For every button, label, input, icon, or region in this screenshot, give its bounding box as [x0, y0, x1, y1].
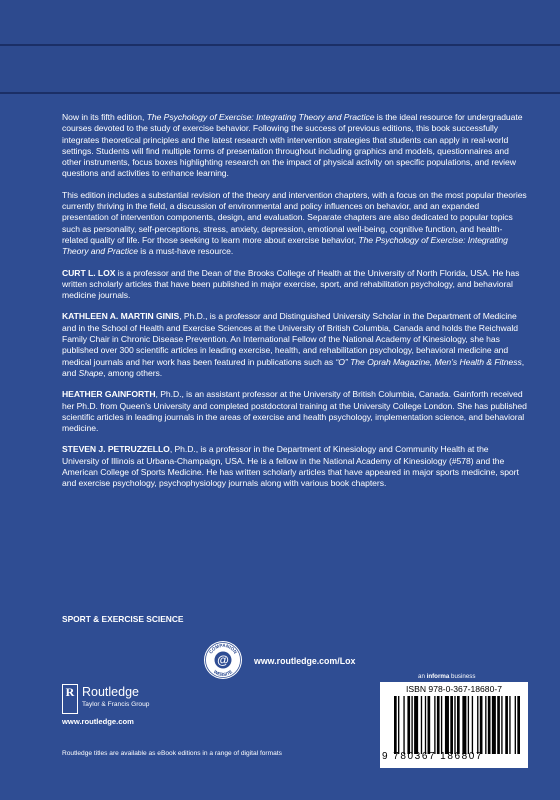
barcode-bar: [425, 696, 426, 754]
text-run: This edition includes a substantial revision of the theory and intervention chapters, with a focus on the most popular theories currently thriving in the field, a discussion of environmental and policy influences on behavior, and an expanded presentation of intervention components, design, and evaluation. Separate chapters are also dedicated to popular topics such as personality, self-perceptions, stress, anxiety, depression, emotional well-being, cognitive function, and health-related quality of life. For those seeking to learn more about exercise behavior,: [62, 189, 527, 245]
barcode-bar: [515, 696, 516, 754]
author-name: STEVEN J. PETRUZZELLO: [62, 444, 170, 455]
barcode-bar: [457, 696, 460, 754]
barcode-bar: [407, 696, 410, 754]
author-bio: , Ph.D., is a professor and Distinguished University Scholar in the Department of Medicine and in the School of Health and Exercise Sciences at the University of British Columbia, Canada and holds the Reichwald Family Chair in Chronic Disease Prevention. An International Fellow of the National Academy of Kinesiology, she has published over 300 scientific articles in leading exercise, health, and rehabilitation psychology, behavioral medicine and medical journals and her work has been featured in publications such as: [62, 311, 518, 367]
at-sign-icon: @: [217, 653, 229, 667]
barcode-digits: [382, 751, 526, 762]
badge-top-text: COMPANION: [208, 642, 238, 655]
barcode-bar: [480, 696, 483, 754]
back-cover-text: [62, 112, 528, 500]
barcode-bar: [421, 696, 422, 754]
routledge-mark-icon: R: [62, 684, 78, 714]
barcode-bar: [445, 696, 449, 754]
informa-business: [418, 673, 475, 680]
barcode-digit-group: 780367: [393, 751, 437, 762]
barcode-bar: [497, 696, 500, 754]
barcode-bar: [472, 696, 473, 754]
author-bio: is a professor and the Dean of the Brooks College of Health at the University of North Florida, USA. He has written scholarly articles that have been published in major exercise, sport, and rehabilitation psychology, and behavioral medicine journals.: [62, 267, 520, 301]
barcode-bar: [403, 696, 404, 754]
barcode-bar: [437, 696, 440, 754]
publication-italic: “O” The Oprah Magazine, Men’s Health & Fitness: [335, 356, 522, 367]
barcode-digit-group: 9: [382, 751, 390, 762]
subject-label: SPORT & EXERCISE SCIENCE: [62, 614, 184, 624]
barcode-bar: [477, 696, 478, 754]
barcode-bar: [462, 696, 466, 754]
text-run: business: [449, 673, 476, 680]
badge-bottom-text: WEBSITE: [212, 669, 234, 678]
publisher-url[interactable]: www.routledge.com: [62, 717, 134, 726]
author-bio-martin-ginis: [62, 311, 528, 379]
ebook-footnote: Routledge titles are available as eBook editions in a range of digital formats: [62, 750, 282, 757]
author-bio: , Ph.D., is an assistant professor at the University of British Columbia, Canada. Gainforth received her Ph.D. from Queen’s University and completed postdoctoral training at the University College London. She has published scientific articles in leading journals in the areas of exercise and health psychology, implementation science, and behavioral medicine.: [62, 389, 527, 434]
companion-website-badge: [203, 640, 243, 680]
informa-wordmark: informa: [426, 673, 450, 680]
description-paragraph-1: [62, 112, 528, 180]
text-run: an: [418, 673, 427, 680]
top-rule-lower: [0, 92, 560, 94]
barcode-bar: [411, 696, 412, 754]
publication-italic: Shape: [78, 367, 104, 378]
barcode-bar: [501, 696, 502, 754]
barcode-bar: [468, 696, 469, 754]
barcode-bar: [485, 696, 486, 754]
text-run: , and: [62, 356, 525, 378]
barcode-bar: [488, 696, 491, 754]
author-bio: , Ph.D., is a professor in the Department of Kinesiology and Community Health at the University of Illinois at Urbana-Champaign, USA. He is a fellow in the National Academy of Kinesiology (#578) and the American College of Sports Medicine. He has written scholarly articles that have appeared in major sports medicine, sport and exercise psychology, psychophysiology journals along with various book chapters.: [62, 444, 519, 489]
text-run: is a must-have resource.: [137, 246, 234, 257]
companion-url[interactable]: www.routledge.com/Lox: [254, 656, 356, 666]
barcode-bar: [441, 696, 442, 754]
barcode-bar: [428, 696, 431, 754]
barcode-bar: [394, 696, 397, 754]
author-name: CURT L. LOX: [62, 267, 116, 278]
barcode-digit-group: 186807: [440, 751, 484, 762]
top-band-lower: [0, 46, 560, 92]
barcode-icon: [394, 696, 520, 754]
barcode-bar: [434, 696, 435, 754]
author-bio-petruzzello: [62, 444, 528, 489]
description-paragraph-2: [62, 190, 528, 258]
barcode-bar: [505, 696, 508, 754]
barcode-bar: [509, 696, 510, 754]
barcode-bar: [414, 696, 418, 754]
barcode-bar: [454, 696, 455, 754]
barcode-bar: [398, 696, 399, 754]
barcode-bar: [492, 696, 496, 754]
author-bio-lox: [62, 268, 528, 302]
author-name: KATHLEEN A. MARTIN GINIS: [62, 311, 180, 322]
author-bio-gainforth: [62, 389, 528, 434]
top-band: [0, 0, 560, 44]
publisher-subtitle: Taylor & Francis Group: [82, 701, 150, 708]
barcode-panel: [380, 682, 528, 768]
text-run: is the ideal resource for undergraduate courses devoted to the study of exercise behavior. Following the success of previous editions, this book successfully integrates theoretical principles and the latest research with intervention strategies that students can apply in real-world settings. Students will find multiple forms of presentation throughout including graphics and models, questionnaires and other instruments, focus boxes highlighting research on the impact of physical activity on specific populations, and review questions and activities to enhance learning.: [62, 112, 523, 179]
book-title-italic: The Psychology of Exercise: Integrating Theory and Practice: [146, 112, 375, 122]
barcode-bar: [450, 696, 453, 754]
publisher-name: Routledge: [82, 685, 139, 699]
text-run: , among others.: [103, 367, 163, 378]
barcode-bar: [517, 696, 520, 754]
isbn-number: ISBN 978-0-367-18680-7: [405, 684, 503, 694]
author-name: HEATHER GAINFORTH: [62, 389, 156, 400]
book-title-italic: The Psychology of Exercise: Integrating Theory and Practice: [62, 234, 508, 257]
text-run: Now in its fifth edition,: [62, 112, 147, 122]
